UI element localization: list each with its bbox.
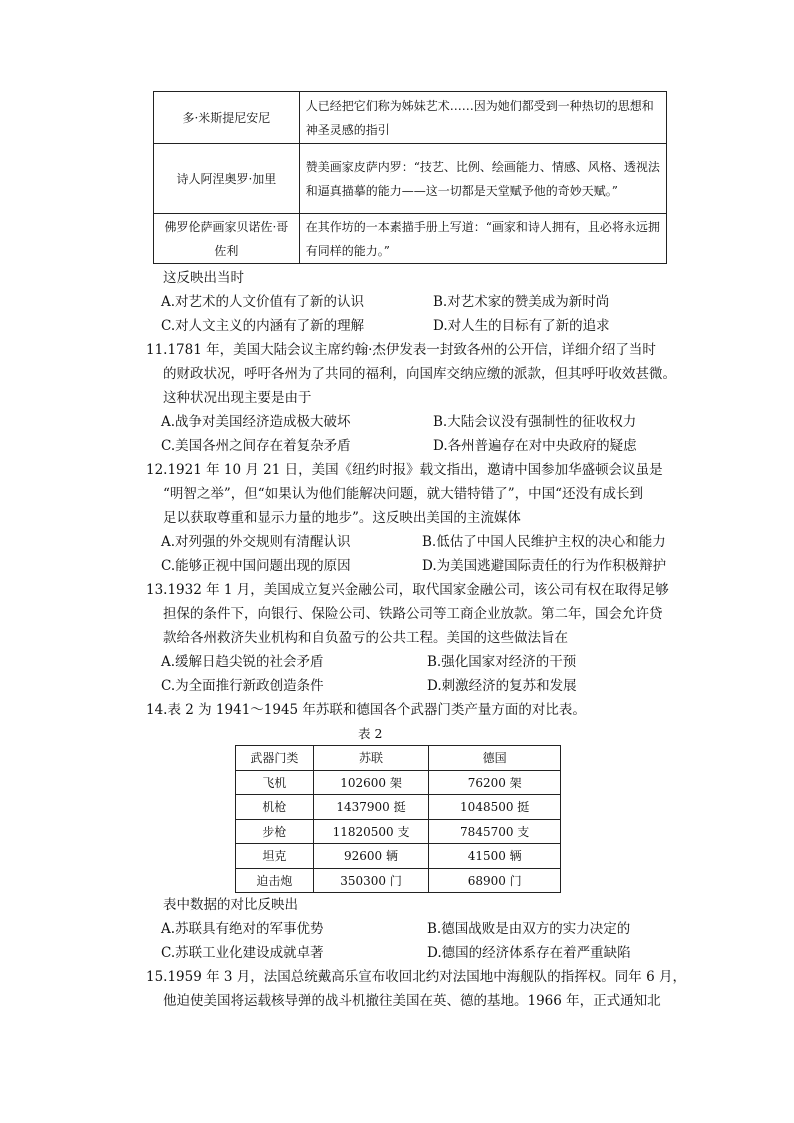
table-row — [154, 92, 667, 144]
quote-text: 赞美画家皮萨内罗：“技艺、比例、绘画能力、情感、风格、透视法和逼真描摹的能力——这一切都是天堂赋予他的奇妙天赋。” — [299, 144, 666, 214]
question-11-line-1: 11.1781 年，美国大陆会议主席约翰·杰伊发表一封致各州的公开信，详细介绍了当时 — [146, 342, 656, 358]
table-cell: 1048500 挺 — [429, 795, 561, 820]
table-cell: 68900 门 — [429, 868, 561, 893]
question-14-stem: 表中数据的对比反映出 — [163, 897, 298, 913]
q10-option-c: C.对人文主义的内涵有了新的理解 — [161, 318, 365, 334]
q14-option-b: B.德国战败是由双方的实力决定的 — [427, 921, 631, 937]
table-cell: 41500 辆 — [429, 844, 561, 869]
q12-option-b: B.低估了中国人民维护主权的决心和能力 — [422, 534, 666, 550]
quote-source: 多·米斯提尼安尼 — [154, 92, 300, 144]
table-row — [236, 819, 561, 844]
q14-option-c: C.苏联工业化建设成就卓著 — [161, 945, 324, 961]
column-header: 德国 — [429, 746, 561, 771]
column-header: 苏联 — [313, 746, 429, 771]
question-14-line-1: 14.表 2 为 1941～1945 年苏联和德国各个武器门类产量方面的对比表。 — [146, 702, 586, 718]
quote-table — [153, 91, 667, 264]
q10-option-d: D.对人生的目标有了新的追求 — [433, 318, 610, 334]
table-cell: 11820500 支 — [313, 819, 429, 844]
question-15-line-2: 他迫使美国将运载核导弹的战斗机撤往美国在英、德的基地。1966 年，正式通知北 — [163, 993, 661, 1009]
q11-option-c: C.美国各州之间存在着复杂矛盾 — [161, 438, 351, 454]
table-cell: 1437900 挺 — [313, 795, 429, 820]
q11-option-d: D.各州普遍存在对中央政府的疑虑 — [433, 438, 637, 454]
table-cell: 步枪 — [236, 819, 314, 844]
column-header: 武器门类 — [236, 746, 314, 771]
question-12-line-2: “明智之举”，但“如果认为他们能解决问题，就大错特错了”，中国“还没有成长到 — [163, 486, 644, 502]
q10-option-a: A.对艺术的人文价值有了新的认识 — [161, 294, 365, 310]
weapons-table — [235, 745, 561, 893]
q14-option-a: A.苏联具有绝对的军事优势 — [161, 921, 324, 937]
q12-option-c: C.能够正视中国问题出现的原因 — [161, 558, 351, 574]
q14-option-d: D.德国的经济体系存在着严重缺陷 — [427, 945, 631, 961]
question-13-line-3: 款给各州救济失业机构和自负盈亏的公共工程。美国的这些做法旨在 — [163, 630, 568, 646]
question-11-line-2: 的财政状况，呼吁各州为了共同的福利，向国库交纳应缴的派款，但其呼吁收效甚微。 — [163, 366, 676, 382]
question-12-line-3: 足以获取尊重和显示力量的地步”。这反映出美国的主流媒体 — [163, 510, 521, 526]
question-10-stem: 这反映出当时 — [163, 270, 244, 286]
table-row — [236, 868, 561, 893]
table-row — [236, 795, 561, 820]
q13-option-c: C.为全面推行新政创造条件 — [161, 678, 324, 694]
q13-option-a: A.缓解日趋尖锐的社会矛盾 — [161, 654, 324, 670]
table-cell: 102600 架 — [313, 770, 429, 795]
q12-option-d: D.为美国逃避国际责任的行为作积极辩护 — [422, 558, 667, 574]
q10-option-b: B.对艺术家的赞美成为新时尚 — [433, 294, 610, 310]
table-cell: 坦克 — [236, 844, 314, 869]
table-header-row — [236, 746, 561, 771]
q13-option-d: D.刺激经济的复苏和发展 — [427, 678, 577, 694]
question-12-line-1: 12.1921 年 10 月 21 日，美国《纽约时报》载文指出，邀请中国参加华盛顿会议虽是 — [146, 462, 663, 478]
q11-option-b: B.大陆会议没有强制性的征收权力 — [433, 414, 637, 430]
question-13-line-1: 13.1932 年 1 月，美国成立复兴金融公司，取代国家金融公司，该公司有权在取得足够 — [146, 582, 669, 598]
q13-option-b: B.强化国家对经济的干预 — [427, 654, 577, 670]
table-cell: 机枪 — [236, 795, 314, 820]
table-cell: 92600 辆 — [313, 844, 429, 869]
q11-option-a: A.战争对美国经济造成极大破坏 — [161, 414, 351, 430]
quote-source: 诗人阿涅奥罗·加里 — [154, 144, 300, 214]
table-cell: 迫击炮 — [236, 868, 314, 893]
quote-text: 人已经把它们称为姊妹艺术……因为她们都受到一种热切的思想和神圣灵感的指引 — [299, 92, 666, 144]
table-row — [154, 144, 667, 214]
table-row — [236, 770, 561, 795]
table-cell: 76200 架 — [429, 770, 561, 795]
table-row — [154, 214, 667, 264]
table-row — [236, 844, 561, 869]
quote-source: 佛罗伦萨画家贝诺佐·哥佐利 — [154, 214, 300, 264]
question-11-line-3: 这种状况出现主要是由于 — [163, 390, 312, 406]
table-cell: 350300 门 — [313, 868, 429, 893]
table-caption: 表 2 — [358, 726, 383, 741]
table-cell: 7845700 支 — [429, 819, 561, 844]
question-13-line-2: 担保的条件下，向银行、保险公司、铁路公司等工商企业放款。第二年，国会允许贷 — [163, 606, 663, 622]
quote-text: 在其作坊的一本素描手册上写道：“画家和诗人拥有，且必将永远拥有同样的能力。” — [299, 214, 666, 264]
question-15-line-1: 15.1959 年 3 月，法国总统戴高乐宣布收回北约对法国地中海舰队的指挥权。同年 6 月， — [146, 969, 686, 985]
table-cell: 飞机 — [236, 770, 314, 795]
q12-option-a: A.对列强的外交规则有清醒认识 — [161, 534, 351, 550]
